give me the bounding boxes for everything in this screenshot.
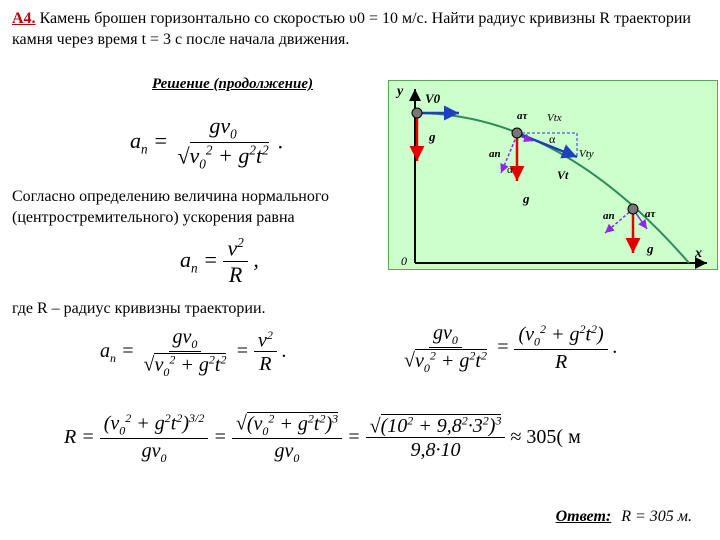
- problem-label: А4.: [12, 10, 36, 27]
- trajectory-svg: [389, 81, 717, 269]
- vt-label: Vt: [557, 168, 569, 182]
- formula-an-centripetal: $a_n$ = $\frac{v^2}{R}$ ,: [180, 235, 259, 287]
- stone-point-1: [412, 108, 422, 118]
- an-label-2: an: [603, 210, 615, 222]
- alpha-label-1: α: [549, 132, 556, 146]
- vty-label: Vty: [579, 148, 594, 160]
- vt-vector: [517, 133, 577, 157]
- x-axis-label: x: [695, 246, 702, 261]
- answer-label: Ответ:: [555, 508, 612, 525]
- g-label-3: g: [647, 241, 654, 256]
- trajectory-diagram: [388, 80, 718, 270]
- formula-equality: $a_n$ = $\frac{gv_0}{√v_0^2 + g^2t^2}$ = $\frac{v^2}{R}$ .: [100, 326, 287, 379]
- answer-value: R = 305 м.: [621, 508, 692, 525]
- g-label-2: g: [523, 191, 530, 206]
- radius-text: где R – радиус кривизны траектории.: [12, 300, 266, 317]
- at-label-1: aτ: [517, 110, 528, 122]
- an-label-1: an: [489, 148, 501, 160]
- stone-point-3: [628, 204, 638, 214]
- alpha-label-2: α: [507, 164, 513, 176]
- vtx-label: Vtx: [547, 112, 562, 124]
- g-label-1: g: [429, 129, 436, 144]
- solution-header: Решение (продолжение): [152, 76, 313, 92]
- formula-an-def: $a_n$ = $\frac{gv_0}{√v_0^2 + g^2t^2}$ .: [130, 113, 284, 172]
- at-label-2: aτ: [645, 208, 656, 220]
- formula-result: R = $\frac{(v_0^2 + g^2t^2)^{3/2}}{gv_0}$ = $\frac{√(v_0^2 + g^2t^2)^3}{gv_0}$ = $\frac{√(10^2 + 9,8^2\cdot 3^2)^3}{9,8\cdot 10}$ ≈ 305( м: [64, 411, 581, 465]
- problem-text: Камень брошен горизонтально со скоростью υ0 = 10 м/с. Найти радиус кривизны R траектории камня через время t = 3 с после начала движения.: [12, 10, 691, 48]
- origin-label: 0: [401, 254, 407, 268]
- formula-equality-2: $\frac{gv_0}{√v_0^2 + g^2t^2}$ = $\frac{(v_0^2 + g^2t^2)}{R}$ .: [404, 322, 618, 375]
- result-value: ≈ 305( м: [510, 426, 581, 449]
- definition-text: Согласно определению величина нормального (центростремительного) ускорения равна: [12, 188, 329, 226]
- v0-label: V0: [425, 91, 441, 106]
- stone-point-2: [512, 128, 522, 138]
- problem-statement: [12, 8, 712, 50]
- y-axis-label: y: [397, 84, 404, 99]
- answer: [556, 508, 692, 526]
